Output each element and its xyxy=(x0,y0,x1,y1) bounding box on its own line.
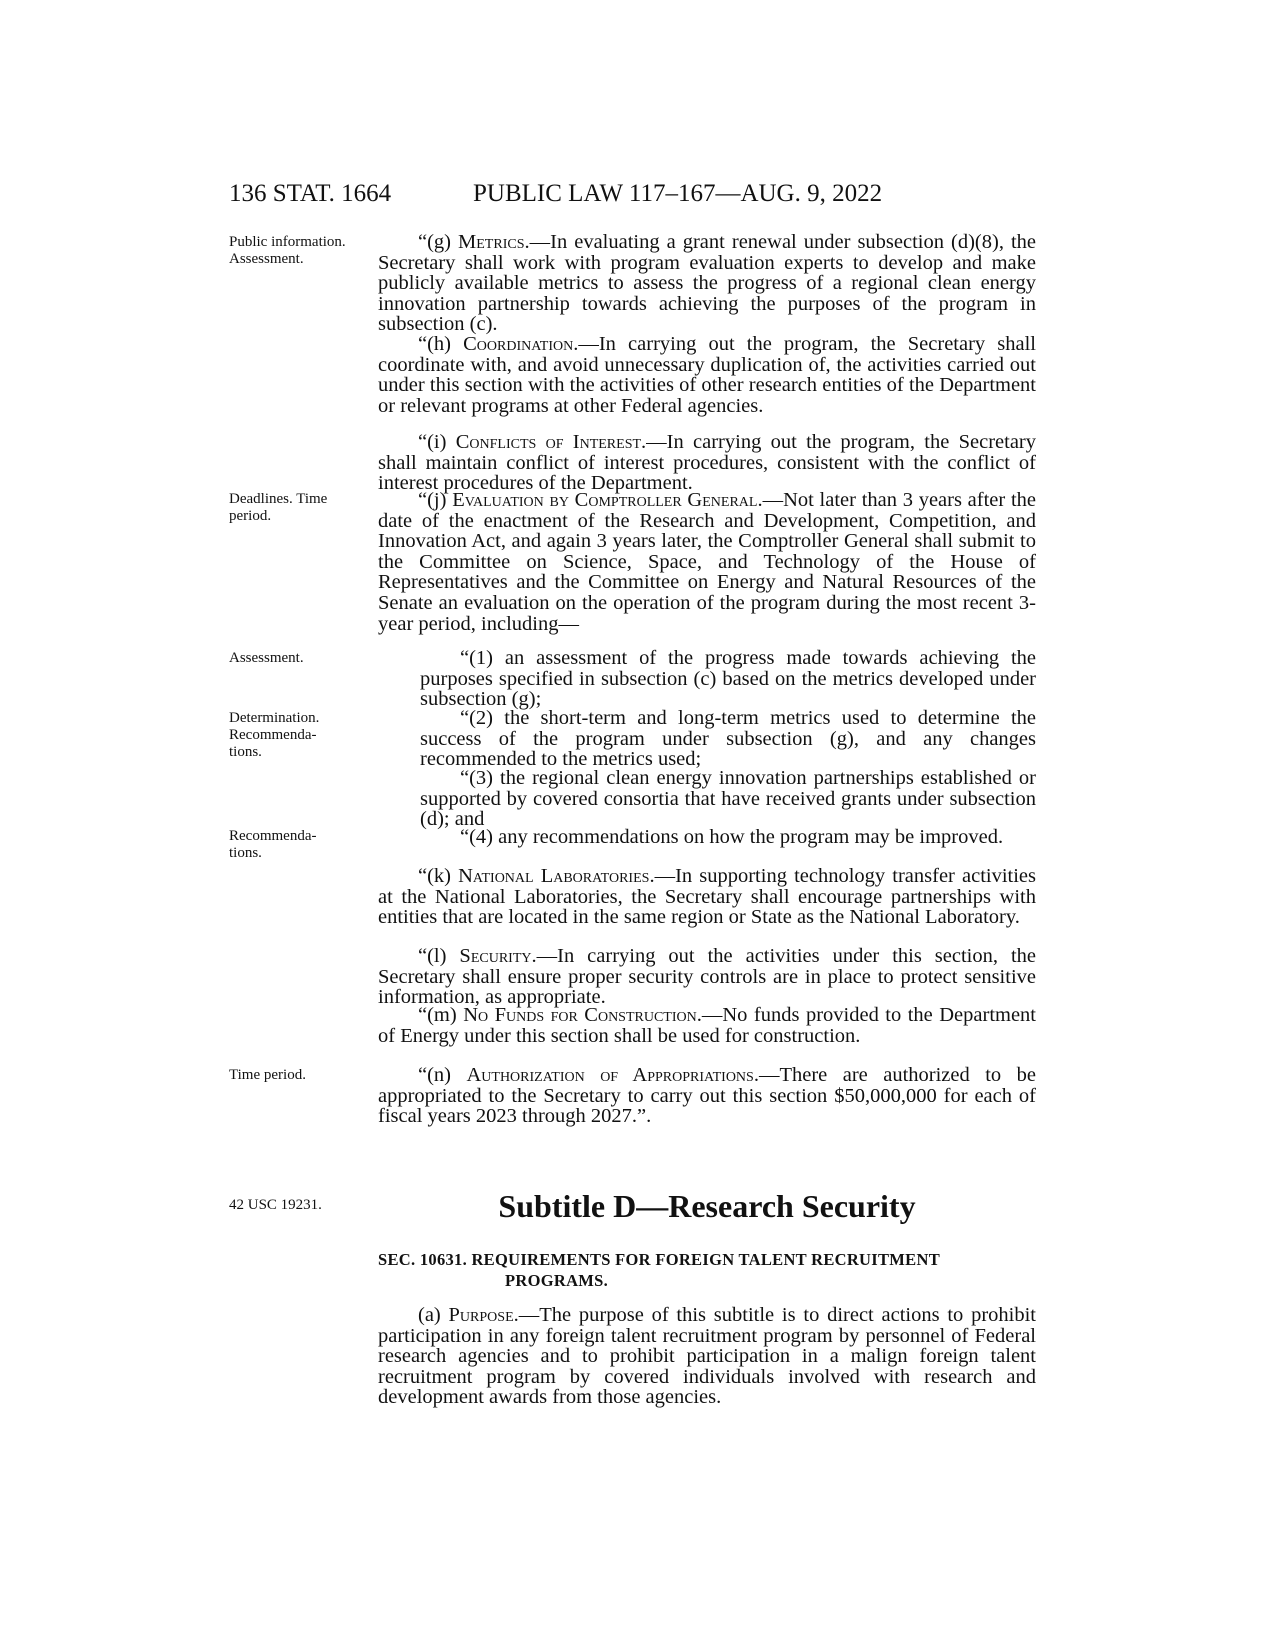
page-reference: 136 STAT. 1664 xyxy=(229,180,392,207)
paragraph-h-coordination: “(h) Coordination.—In carrying out the program, the Secretary shall coordinate with, and avoid unnecessary duplication of, the activities carried out under this section with the activities of other research entities of the Department or relevant programs at other Federal agencies. xyxy=(378,333,1036,417)
paragraph-heading: Conflicts of Interest xyxy=(455,431,642,453)
item-j-2: “(2) the short-term and long-term metrics used to determine the success of the program under subsection (g), and any changes recommended to the metrics used; xyxy=(420,707,1036,771)
margin-note-usc-citation: 42 USC 19231. xyxy=(229,1197,322,1213)
margin-note-determination: Determination. Recommenda- tions. xyxy=(229,710,320,760)
paragraph-n-authorization: “(n) Authorization of Appropriations.—There are authorized to be appropriated to the Secretary to carry out this section $50,000,000 for each of fiscal years 2023 through 2027.”. xyxy=(378,1064,1036,1128)
item-j-3: “(3) the regional clean energy innovation partnerships established or supported by covered consortia that have received grants under subsection (d); and xyxy=(420,767,1036,831)
paragraph-j-evaluation: “(j) Evaluation by Comptroller General.—Not later than 3 years after the date of the enactment of the Research and Development, Competition, and Innovation Act, and again 3 years later, the Comptroller General shall submit to the Committee on Science, Space, and Technology of the House of Representatives and the Committee on Energy and Natural Resources of the Senate an evaluation on the operation of the program during the most recent 3-year period, including— xyxy=(378,489,1037,635)
margin-note-deadlines: Deadlines. Time period. xyxy=(229,491,328,524)
paragraph-k-national-laboratories: “(k) National Laboratories.—In supporting technology transfer activities at the National Laboratories, the Secretary shall encourage partnerships with entities that are located in the same region or State as the National Laboratory. xyxy=(378,865,1036,929)
paragraph-g-metrics: “(g) Metrics.—In evaluating a grant renewal under subsection (d)(8), the Secretary shall work with program evaluation experts to develop and make publicly available metrics to assess the progress of a regional clean energy innovation partnership towards achieving the purposes of the program in subsection (c). xyxy=(378,231,1036,336)
section-heading: SEC. 10631. REQUIREMENTS FOR FOREIGN TALENT RECRUITMENT PROGRAMS. xyxy=(378,1250,940,1290)
margin-note-assessment: Assessment. xyxy=(229,650,304,666)
paragraph-heading: National Laboratories xyxy=(458,865,650,887)
paragraph-i-conflicts: “(i) Conflicts of Interest.—In carrying out the program, the Secretary shall maintain conflict of interest procedures, consistent with the conflict of interest procedures of the Department. xyxy=(378,431,1036,495)
paragraph-heading: Coordination xyxy=(463,333,574,355)
paragraph-heading: Evaluation by Comptroller General xyxy=(452,489,758,511)
paragraph-heading: No Funds for Construction xyxy=(463,1004,697,1026)
item-j-4: “(4) any recommendations on how the program may be improved. xyxy=(460,826,1004,848)
page-header xyxy=(229,180,1239,220)
running-title: PUBLIC LAW 117–167—AUG. 9, 2022 xyxy=(473,180,883,207)
item-j-1: “(1) an assessment of the progress made towards achieving the purposes specified in subsection (c) based on the metrics developed under subsection (g); xyxy=(420,647,1036,711)
paragraph-heading: Security xyxy=(459,945,532,967)
paragraph-m-no-funds: “(m) No Funds for Construction.—No funds provided to the Department of Energy under this section shall be used for construction. xyxy=(378,1004,1037,1047)
paragraph-heading: Authorization of Appropriations xyxy=(466,1064,754,1086)
margin-note-public-information: Public information. Assessment. xyxy=(229,234,346,267)
paragraph-heading: Purpose xyxy=(448,1304,514,1326)
paragraph-a-purpose: (a) Purpose.—The purpose of this subtitle is to direct actions to prohibit participation in any foreign talent recruitment program by personnel of Federal research agencies and to prohibit participation in a malign foreign talent recruitment program by covered individuals involved with research and development awards from those agencies. xyxy=(378,1304,1036,1409)
paragraph-l-security: “(l) Security.—In carrying out the activities under this section, the Secretary shall ensure proper security controls are in place to protect sensitive information, as appropriate. xyxy=(378,945,1036,1009)
margin-note-recommendations: Recommenda- tions. xyxy=(229,828,317,861)
paragraph-heading: Metrics xyxy=(458,231,525,253)
subtitle-heading: Subtitle D—Research Security xyxy=(498,1188,916,1224)
margin-note-time-period: Time period. xyxy=(229,1067,306,1083)
